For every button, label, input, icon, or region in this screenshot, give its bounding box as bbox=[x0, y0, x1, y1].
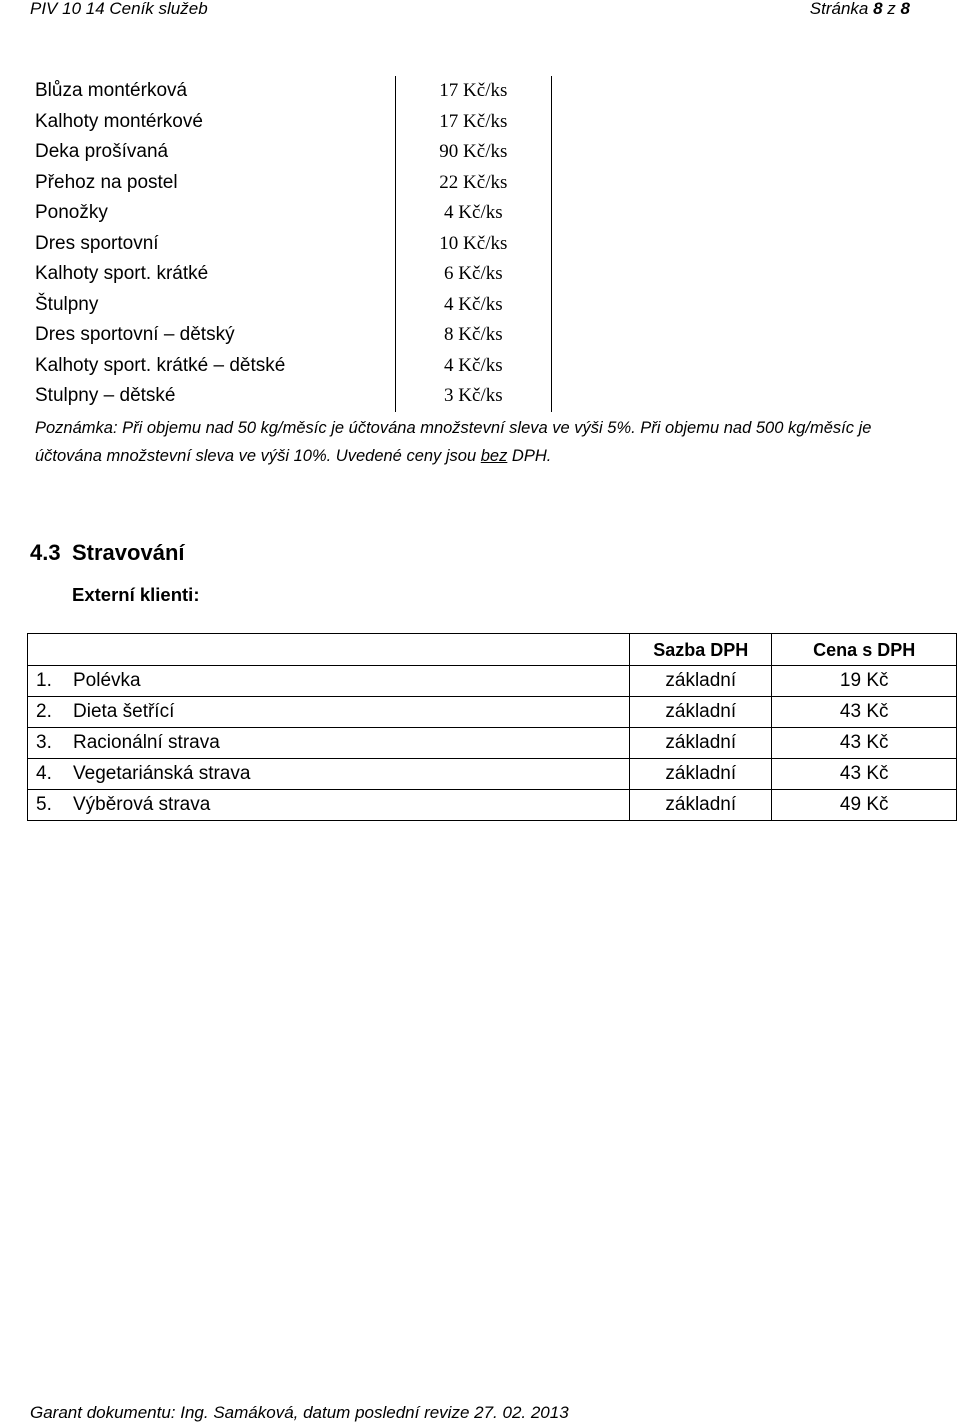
section-title: Stravování bbox=[72, 540, 185, 565]
meal-price: 43 Kč bbox=[772, 697, 957, 728]
item-price: 6 Kč/ks bbox=[395, 259, 551, 290]
meal-number: 5. bbox=[36, 794, 52, 815]
item-price: 4 Kč/ks bbox=[395, 198, 551, 229]
meal-vat: základní bbox=[630, 697, 772, 728]
meal-price: 49 Kč bbox=[772, 790, 957, 821]
item-price: 4 Kč/ks bbox=[395, 290, 551, 321]
underlined-word: bez bbox=[480, 447, 508, 465]
discount-note: Poznámka: Při objemu nad 50 kg/měsíc je účtována množstevní sleva ve výši 5%. Při objemu nad 500 kg/měsíc je účtována množstevní sleva ve výši 10%. Uvedené ceny jsou bez DPH. bbox=[35, 419, 872, 465]
meal-vat: základní bbox=[630, 728, 772, 759]
item-name: Dres sportovní bbox=[35, 232, 159, 254]
item-name: Deka prošívaná bbox=[35, 141, 169, 163]
meal-number: 3. bbox=[36, 732, 52, 753]
page-header bbox=[30, 0, 910, 20]
section-number: 4.3 bbox=[30, 540, 61, 565]
meal-price: 19 Kč bbox=[772, 666, 957, 697]
item-name: Kalhoty sport. krátké bbox=[35, 263, 209, 285]
meal-name-cell bbox=[28, 759, 630, 790]
table-row bbox=[28, 290, 552, 321]
meal-name-cell bbox=[28, 728, 630, 759]
section-subtitle: Externí klienti: bbox=[72, 584, 200, 605]
meal-vat: základní bbox=[630, 790, 772, 821]
meal-name: Racionální strava bbox=[73, 732, 220, 753]
item-name: Přehoz na postel bbox=[35, 171, 178, 193]
item-price: 22 Kč/ks bbox=[395, 168, 551, 199]
meal-name: Výběrová strava bbox=[73, 794, 211, 815]
header-price-with-vat: Cena s DPH bbox=[772, 634, 957, 666]
meal-vat: základní bbox=[630, 759, 772, 790]
table-row bbox=[28, 697, 957, 728]
table-row bbox=[28, 168, 552, 199]
table-row bbox=[28, 76, 552, 107]
meal-number: 1. bbox=[36, 670, 52, 691]
table-header-row bbox=[28, 634, 957, 666]
item-price: 8 Kč/ks bbox=[395, 320, 551, 351]
meal-number: 2. bbox=[36, 701, 52, 722]
meal-name: Vegetariánská strava bbox=[73, 763, 251, 784]
table-row bbox=[28, 759, 957, 790]
meal-price: 43 Kč bbox=[772, 759, 957, 790]
table-row bbox=[28, 790, 957, 821]
table-row bbox=[28, 320, 552, 351]
page-footer: Garant dokumentu: Ing. Samáková, datum poslední revize 27. 02. 2013 bbox=[30, 1403, 569, 1422]
table-row bbox=[28, 198, 552, 229]
table-row bbox=[28, 229, 552, 260]
header-vat-rate: Sazba DPH bbox=[630, 634, 772, 666]
meal-name: Polévka bbox=[73, 670, 141, 691]
item-price: 90 Kč/ks bbox=[395, 137, 551, 168]
table-row bbox=[28, 381, 552, 412]
meal-name-cell bbox=[28, 666, 630, 697]
item-name: Kalhoty montérkové bbox=[35, 110, 203, 132]
item-price: 3 Kč/ks bbox=[395, 381, 551, 412]
table-row bbox=[28, 137, 552, 168]
meal-price: 43 Kč bbox=[772, 728, 957, 759]
item-name: Ponožky bbox=[35, 202, 108, 224]
table-row bbox=[28, 728, 957, 759]
page-number: Stránka 8 z 8 bbox=[809, 0, 910, 18]
meal-name: Dieta šetřící bbox=[73, 701, 175, 722]
meal-number: 4. bbox=[36, 763, 52, 784]
item-name: Blůza montérková bbox=[35, 80, 188, 102]
meal-name-cell bbox=[28, 697, 630, 728]
table-row bbox=[28, 666, 957, 697]
table-row bbox=[28, 107, 552, 138]
item-price: 4 Kč/ks bbox=[395, 351, 551, 382]
price-list-table bbox=[28, 76, 552, 412]
item-name: Stulpny – dětské bbox=[35, 385, 176, 407]
item-name: Kalhoty sport. krátké – dětské bbox=[35, 354, 286, 376]
catering-table bbox=[27, 633, 957, 821]
table-row bbox=[28, 351, 552, 382]
header-item bbox=[28, 634, 630, 666]
current-page: 8 bbox=[873, 0, 883, 18]
item-price: 17 Kč/ks bbox=[395, 76, 551, 107]
meal-name-cell bbox=[28, 790, 630, 821]
table-row bbox=[28, 259, 552, 290]
item-price: 17 Kč/ks bbox=[395, 107, 551, 138]
section-heading bbox=[30, 540, 185, 566]
item-name: Štulpny bbox=[35, 293, 99, 315]
meal-vat: základní bbox=[630, 666, 772, 697]
total-pages: 8 bbox=[900, 0, 910, 18]
item-price: 10 Kč/ks bbox=[395, 229, 551, 260]
item-name: Dres sportovní – dětský bbox=[35, 324, 235, 346]
document-title: PIV 10 14 Ceník služeb bbox=[30, 0, 208, 18]
